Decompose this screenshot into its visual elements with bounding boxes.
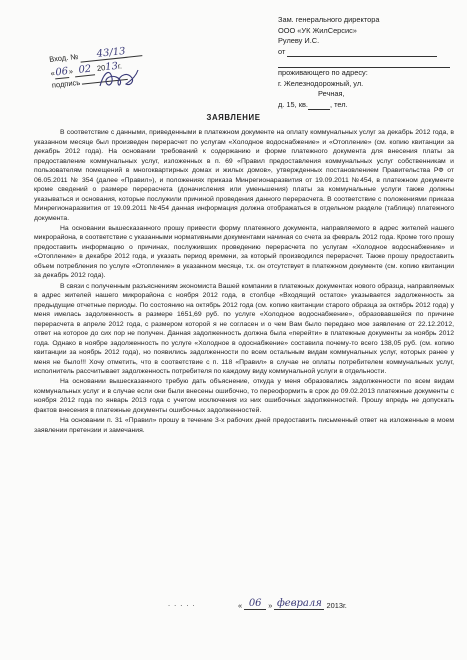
paragraph-1: В соответствие с данными, приведенными в платежном документе на оплату коммунальных услуг за декабрь 2012 года, в указанном месяце был произведен перерасчет по услугам «Холодное водоснабжение» и «Отопление» (см. копию квитанции за декабрь 2012 года). На основании требований к содержанию и форме платежного документа для внесения платы за предоставление коммунальных услуг, изложенных в п. 69 «Правил предоставления коммунальных услуг собственникам и пользователям помещений в многоквартирных домах и жилых домов», утвержденных постановлением Правительства РФ от 06.05.2011 № 354 (далее «Правил»), и положениях приказа Минрегионаразвития от 19.09.2011 №454, в платежном документе кроме сведений о размере перерасчета (доначисления или уменьшения) платы за коммунальные услуги также должны указываться и основания, которые послужили причиной проведения данного перерасчета. В соответствие с положениями приказа Минрегионаразвития от 19.09.2011 №454 данная информация должна отображаться в отдельном разделе (таблице) платежного документа. <box>34 129 454 222</box>
address-line-2: Речная, <box>318 89 345 99</box>
date-open-quote: « <box>238 601 243 610</box>
footer-date <box>238 598 347 610</box>
addressee-company: ООО «УК ЖилСерсис» <box>278 25 357 35</box>
stamp-sign-label: подпись <box>51 77 81 90</box>
stamp-year-prefix: 20 <box>96 63 106 73</box>
date-day: 06 <box>244 598 266 610</box>
stamp-year-label: г. <box>117 61 123 71</box>
paragraph-2: На основании вышесказанного прошу привести форму платежного документа, направляемого в адрес жителей нашего микрорайона, в соответствие с указанными нормативными документами начиная со счета за февраль 2012 года. Кроме того прошу предоставить информацию о причинах, послуживших проведению перерасчета по услугам «Холодное водоснабжение» и «Отопление» в декабре 2012 года, и указать период времени, за который производился перерасчет. Также прошу предоставить объем потребления по услуге «Отопление» в указанном месяце, т.к. он отсутствует в платежном документе (см. копию квитанции за декабрь 2012 года). <box>34 224 454 280</box>
stamp-year-suffix: 13 <box>104 60 119 74</box>
document-title: ЗАЯВЛЕНИЕ <box>206 113 261 122</box>
paragraph-4: На основании вышесказанного требую дать объяснение, откуда у меня образовались задолженности по всем видам коммунальных услуг и в случае если они были внесены ошибочно, то переоформить в срок до 09.02.2013 платежные документы с ноября 2012 года по январь 2013 года с учетом исключения из них ошибочных задолженностей. Прошу впредь не допускать фактов внесения в платежные документы ошибочных задолженностей. <box>34 378 454 414</box>
document-body <box>34 128 454 436</box>
signature-dots: . . . . . <box>168 599 196 608</box>
date-month: февраля <box>274 598 324 610</box>
paragraph-5: На основании п. 31 «Правил» прошу в течение 3-х рабочих дней предоставить письменный ответ на изложенные в моем заявлении претензии и замечания. <box>34 417 454 434</box>
name-blank <box>278 59 450 68</box>
address-line-1: г. Железнодорожный, ул. <box>278 78 364 88</box>
addressee-name: Рулеву И.С. <box>278 36 320 46</box>
date-close-quote: » <box>268 601 273 610</box>
from-label: от <box>278 46 286 56</box>
residence-label: проживающего по адресу: <box>278 67 368 77</box>
stamp-date-day: 06 <box>54 66 69 79</box>
document-footer <box>0 597 467 613</box>
addressee-position: Зам. генерального директора <box>278 15 380 24</box>
from-blank <box>287 48 437 57</box>
paragraph-3: В связи с полученным разъяснениям экономиста Вашей компании в платежных документах нового образца, направляемых в адрес жителей нашего микрорайона с ноября 2012 года, в столбце «Входящий остаток» указывается задолженность за предыдущие отчетные периоды. По состоянию на октябрь 2012 года (см. копию квитанции старого образца за октябрь 2012 года) у меня имелась задолженность в размере 1651,69 руб. по услуге «Холодное водоснабжение», образовавшейся по причине перерасчета в апреле 2012 года, с размером которой я не согласен и о чем Вам было передано мое заявление от 22.12.2012, ответ на которое до сих пор не получен. Данная задолженность должна была «перейти» в платежные документы за ноябрь 2012 года. Однако в ноябре задолженность по услуге «Холодное в одоснабжение» составила почему-то всего 138,05 руб. (см. копию квитанции за ноябрь 2012 года), но появились задолженности по всем остальным видам коммунальных услуг, которых ранее у меня не было!!! Хочу отметить, что в соответствие с п. 118 «Правил» в случае не оплаты потребителем коммунальных услуг, исполнитель рассчитывает задолженность потребителя по каждому виду коммунальной услуги в отдельности. <box>34 282 454 376</box>
address-tel: , тел. <box>329 99 348 109</box>
stamp-in-label: Вход. № <box>48 51 79 64</box>
addressee-block <box>278 15 458 110</box>
date-year: 2013г. <box>326 601 347 610</box>
stamp-signature <box>96 64 140 94</box>
incoming-stamp: Вход. № 43/13 «06» 02 2013г. подпись <box>48 36 171 100</box>
address-house: д. 15, кв. <box>278 99 308 109</box>
stamp-date-month: 02 <box>74 63 95 77</box>
stamp-in-number: 43/13 <box>80 44 143 62</box>
